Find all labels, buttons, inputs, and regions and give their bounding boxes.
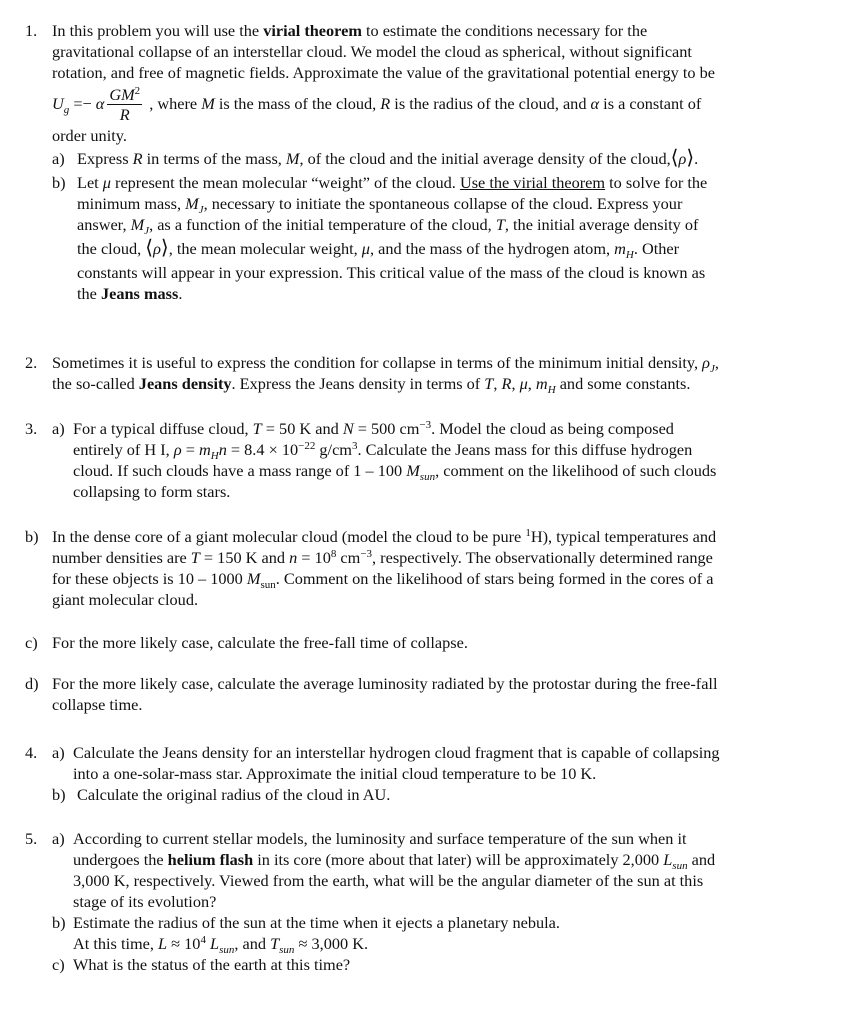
part-label: b) <box>52 173 66 192</box>
question-4 <box>25 742 825 805</box>
question-5c: c) What is the status of the earth at this time? <box>52 955 351 974</box>
question-4b: b) Calculate the original radius of the cloud in AU. <box>52 785 391 804</box>
question-3a: 3. a) For a typical diffuse cloud, T = 50 K and N = 500 $cm^{-3}$. Model the cloud as being composed entirely of H I, $\rho = m_Hn = 8.4 \times 10^{-22}$ $g/cm^3$. Calculate the Jeans mass for this diffuse hydrogen cloud. If such clouds have a mass range of 1 – 100 $M_{sun}$, comment on the likelihood of such clouds collapsing to form stars. <box>25 419 717 501</box>
question-1b: b) Let μ represent the mean molecular “weight” of the cloud. Use the virial theorem to solve for the minimum mass, $M_J$, necessary to initiate the spontaneous collapse of the cloud. Express your answer, $M_J$, as a function of the initial temperature of the cloud, T, the initial average density of the cloud, ⟨ρ⟩, the mean molecular weight, μ, and the mass of the hydrogen atom, $m_H$. Other constants will appear in your expression. This critical value of the mass of the cloud is known as the Jeans mass. <box>52 173 708 303</box>
part-label: b) <box>52 913 66 932</box>
part-label: a) <box>52 743 65 762</box>
part-label: a) <box>52 829 65 848</box>
question-5b: b) Estimate the radius of the sun at the time when it ejects a planetary nebula. At this time, $L \approx 10^4$ $L_{sun}$, and $T_{sun} \approx 3,000$ K. <box>52 913 560 956</box>
question-5 <box>25 828 825 975</box>
part-label: a) <box>52 419 65 438</box>
part-label: b) <box>52 785 66 804</box>
question-2: 2. Sometimes it is useful to express the condition for collapse in terms of the minimum initial density, $\rho_J$, the so-called Jeans density. Express the Jeans density in terms of T, R, μ, $m_H$ and some constants. <box>25 353 719 396</box>
question-4a: 4. a) Calculate the Jeans density for an interstellar hydrogen cloud fragment that is capable of collapsing into a one-solar-mass star. Approximate the initial cloud temperature to be 10 K. <box>25 743 720 783</box>
question-number: 4. <box>25 743 38 762</box>
question-3 <box>25 418 825 715</box>
question-1 <box>25 20 825 304</box>
question-3c: c) For the more likely case, calculate the free-fall time of collapse. <box>25 633 468 652</box>
question-1a: a) Express R in terms of the mass, M, of the cloud and the initial average density of the cloud,⟨ρ⟩. <box>52 147 699 169</box>
question-number: 2. <box>25 353 38 372</box>
question-number: 3. <box>25 419 38 438</box>
question-number: 5. <box>25 829 38 848</box>
equation-fraction: $\frac{GM^2}{R}$ <box>109 84 141 124</box>
q1-intro-line-3: rotation, and free of magnetic fields. Approximate the value of the gravitational potential energy to be <box>52 63 715 82</box>
question-5a: 5. a) According to current stellar models, the luminosity and surface temperature of the sun when it undergoes the helium flash in its core (more about that later) will be approximately 2,000 $L_{sun}$ and 3,000 K, respectively. Viewed from the earth, what will be the angular diameter of the sun at this stage of its evolution? <box>25 829 716 911</box>
question-number: 1. <box>25 21 38 40</box>
part-label: b) <box>25 527 39 546</box>
question-3d: d) For the more likely case, calculate the average luminosity radiated by the protostar during the free-fall collapse time. <box>25 674 718 714</box>
part-label: a) <box>52 149 65 168</box>
part-label: c) <box>25 633 38 652</box>
part-label: c) <box>52 955 65 974</box>
q1-equation-line: $U_g =- \alpha$ $\frac{GM^2}{R}$ , where M is the mass of the cloud, R is the radius of the cloud, and α is a constant of <box>52 84 702 124</box>
potential-energy-equation: $U_g =- \alpha$ $\frac{GM^2}{R}$ <box>52 84 141 124</box>
q1-intro-line-5: order unity. <box>52 126 127 145</box>
part-label: d) <box>25 674 39 693</box>
question-3b: b) In the dense core of a giant molecular cloud (model the cloud to be pure $^1$H), typical temperatures and number densities are T = 150 K and $n = 10^8$ $cm^{-3}$, respectively. The observationally determined range for these objects is 10 – 1000 $M_{sun}$. Comment on the likelihood of stars being formed in the cores of a giant molecular cloud. <box>25 527 717 609</box>
q1-intro-line-1: In this problem you will use the virial theorem to estimate the conditions necessary for the <box>52 21 648 40</box>
q1-intro-line-2: gravitational collapse of an interstellar cloud. We model the cloud as spherical, without significant <box>52 42 692 61</box>
